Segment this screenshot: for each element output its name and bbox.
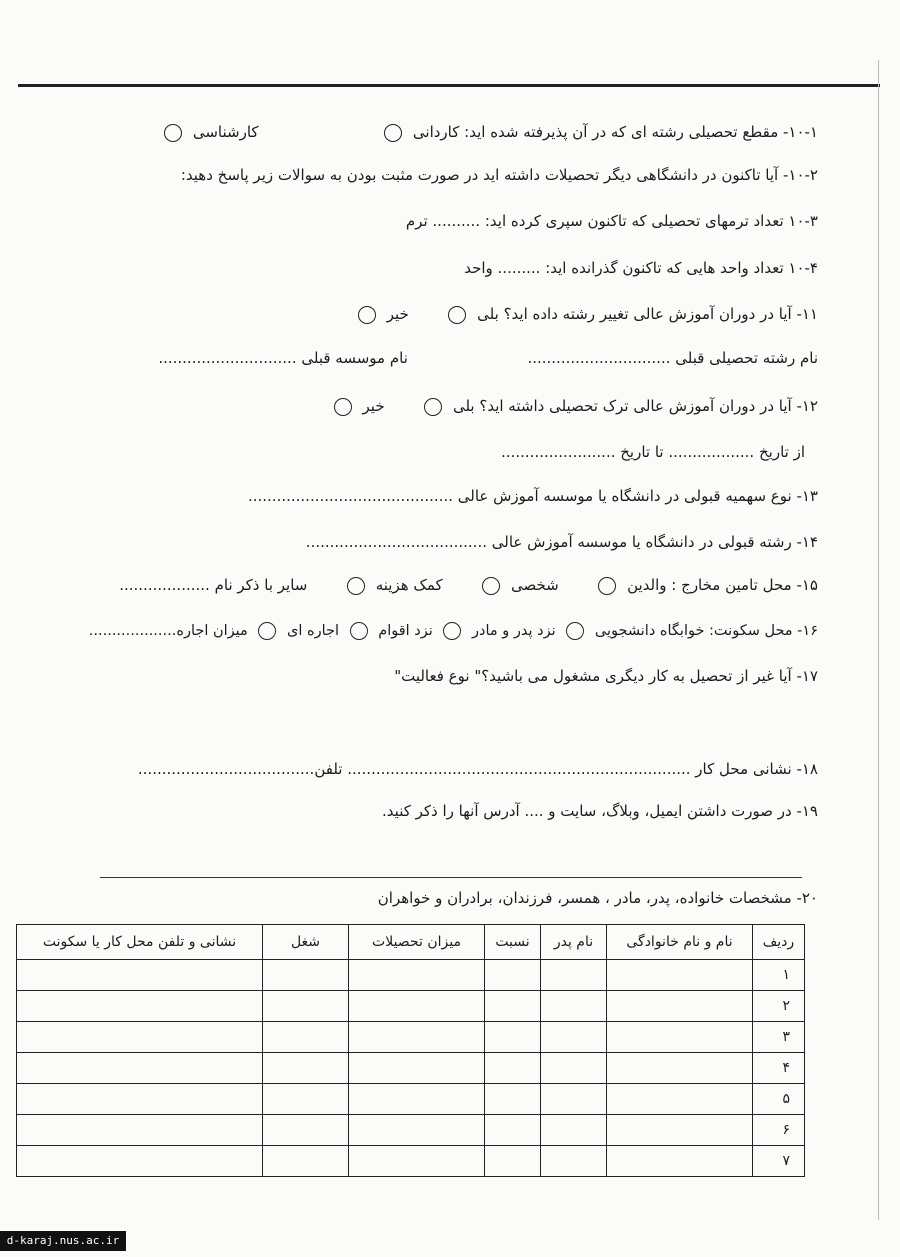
radio-q12-yes[interactable] [424, 398, 442, 416]
table-cell[interactable] [607, 991, 753, 1022]
table-row [17, 1084, 805, 1115]
table-cell[interactable] [17, 1115, 263, 1146]
question-11: ۱۱- آیا در دوران آموزش عالی تغییر رشته داده اید؟ بلی خیر [352, 302, 818, 326]
footer-site-url[interactable]: d-karaj.nus.ac.ir [0, 1231, 126, 1251]
table-cell[interactable] [485, 1022, 541, 1053]
table-cell[interactable] [263, 1022, 349, 1053]
family-table [16, 924, 805, 1177]
table-cell[interactable] [349, 1115, 485, 1146]
radio-q16-parents[interactable] [443, 622, 461, 640]
radio-q15-aid[interactable] [347, 577, 365, 595]
table-cell[interactable] [485, 960, 541, 991]
radio-q16-rent[interactable] [258, 622, 276, 640]
table-cell[interactable] [607, 1084, 753, 1115]
row-number: ۶ [753, 1115, 805, 1146]
row-number: ۳ [753, 1022, 805, 1053]
row-number: ۱ [753, 960, 805, 991]
question-13: ۱۳- نوع سهمیه قبولی در دانشگاه یا موسسه آموزش عالی ........................................... [247, 487, 818, 505]
table-cell[interactable] [349, 1084, 485, 1115]
question-15: ۱۵- محل تامین مخارج : والدین شخصی کمک هزینه سایر با ذکر نام ................... [119, 576, 818, 594]
question-14: ۱۴- رشته قبولی در دانشگاه یا موسسه آموزش عالی ...................................... [305, 533, 818, 551]
col-header-father-name: نام پدر [541, 925, 607, 960]
radio-q11-yes[interactable] [448, 306, 466, 324]
table-cell[interactable] [17, 1146, 263, 1177]
radio-q12-no[interactable] [334, 398, 352, 416]
table-cell[interactable] [263, 1053, 349, 1084]
question-10-4: ۱۰-۴ تعداد واحد هایی که تاکنون گذرانده اید: ......... واحد [464, 259, 818, 277]
table-cell[interactable] [17, 1022, 263, 1053]
table-cell[interactable] [263, 1115, 349, 1146]
table-cell[interactable] [607, 960, 753, 991]
question-19: ۱۹- در صورت داشتن ایمیل، وبلاگ، سایت و .... آدرس آنها را ذکر کنید. [382, 802, 818, 820]
col-header-relation: نسبت [485, 925, 541, 960]
row-number: ۴ [753, 1053, 805, 1084]
question-10-3: ۱۰-۳ تعداد ترمهای تحصیلی که تاکنون سپری کرده اید: .......... ترم [405, 212, 818, 230]
table-cell[interactable] [541, 1146, 607, 1177]
table-cell[interactable] [607, 1115, 753, 1146]
table-cell[interactable] [263, 991, 349, 1022]
table-cell[interactable] [349, 1053, 485, 1084]
table-cell[interactable] [349, 1146, 485, 1177]
question-16: ۱۶- محل سکونت: خوابگاه دانشجویی نزد پدر و مادر نزد اقوام اجاره ای میزان اجاره................... [88, 623, 818, 639]
row-number: ۷ [753, 1146, 805, 1177]
col-header-address-phone: نشانی و تلفن محل کار یا سکونت [17, 925, 263, 960]
question-20: ۲۰- مشخصات خانواده، پدر، مادر ، همسر، فرزندان، برادران و خواهران [377, 889, 818, 907]
table-cell[interactable] [541, 1022, 607, 1053]
table-cell[interactable] [17, 960, 263, 991]
question-18: ۱۸- نشانی محل کار ........................................................................ تلفن..................................... [137, 760, 818, 778]
table-cell[interactable] [263, 1146, 349, 1177]
radio-q16-dorm[interactable] [566, 622, 584, 640]
table-cell[interactable] [485, 1146, 541, 1177]
table-cell[interactable] [485, 1115, 541, 1146]
radio-q15-personal[interactable] [482, 577, 500, 595]
table-cell[interactable] [349, 1022, 485, 1053]
table-row [17, 1022, 805, 1053]
row-number: ۲ [753, 991, 805, 1022]
col-header-row-number: ردیف [753, 925, 805, 960]
table-cell[interactable] [607, 1022, 753, 1053]
table-cell[interactable] [541, 1084, 607, 1115]
radio-q11-no[interactable] [358, 306, 376, 324]
question-10-1: ۱۰-۱- مقطع تحصیلی رشته ای که در آن پذیرفته شده اید: کاردانی کارشناسی [158, 120, 818, 144]
table-cell[interactable] [349, 991, 485, 1022]
question-10-2: ۱۰-۲- آیا تاکنون در دانشگاهی دیگر تحصیلات داشته اید در صورت مثبت بودن به سوالات زیر پاسخ دهید: [180, 166, 818, 184]
section-divider [100, 877, 802, 878]
table-cell[interactable] [263, 960, 349, 991]
table-cell[interactable] [607, 1146, 753, 1177]
table-header-row [17, 925, 805, 960]
table-cell[interactable] [541, 1053, 607, 1084]
table-cell[interactable] [541, 991, 607, 1022]
radio-karshenasi[interactable] [164, 124, 182, 142]
table-cell[interactable] [485, 1084, 541, 1115]
question-17: ۱۷- آیا غیر از تحصیل به کار دیگری مشغول می باشید؟" نوع فعالیت" [394, 667, 818, 685]
table-cell[interactable] [17, 1084, 263, 1115]
radio-kardani[interactable] [384, 124, 402, 142]
table-cell[interactable] [263, 1084, 349, 1115]
question-12-dates: از تاریخ .................. تا تاریخ ........................ [501, 443, 805, 461]
table-cell[interactable] [349, 960, 485, 991]
question-12: ۱۲- آیا در دوران آموزش عالی ترک تحصیلی داشته اید؟ بلی خیر [328, 394, 818, 418]
table-cell[interactable] [485, 991, 541, 1022]
radio-q16-relatives[interactable] [350, 622, 368, 640]
table-row [17, 1146, 805, 1177]
table-cell[interactable] [485, 1053, 541, 1084]
col-header-job: شغل [263, 925, 349, 960]
table-cell[interactable] [607, 1053, 753, 1084]
margin-line [878, 60, 879, 1220]
table-cell[interactable] [17, 1053, 263, 1084]
col-header-education: میزان تحصیلات [349, 925, 485, 960]
table-cell[interactable] [17, 991, 263, 1022]
row-number: ۵ [753, 1084, 805, 1115]
table-cell[interactable] [541, 1115, 607, 1146]
col-header-full-name: نام و نام خانوادگی [607, 925, 753, 960]
question-11-details: نام رشته تحصیلی قبلی .............................. نام موسسه قبلی ............................. [158, 349, 818, 367]
table-row [17, 960, 805, 991]
table-row [17, 1115, 805, 1146]
header-rule [18, 84, 880, 87]
table-cell[interactable] [541, 960, 607, 991]
radio-q15-parents[interactable] [598, 577, 616, 595]
table-row [17, 991, 805, 1022]
table-row [17, 1053, 805, 1084]
